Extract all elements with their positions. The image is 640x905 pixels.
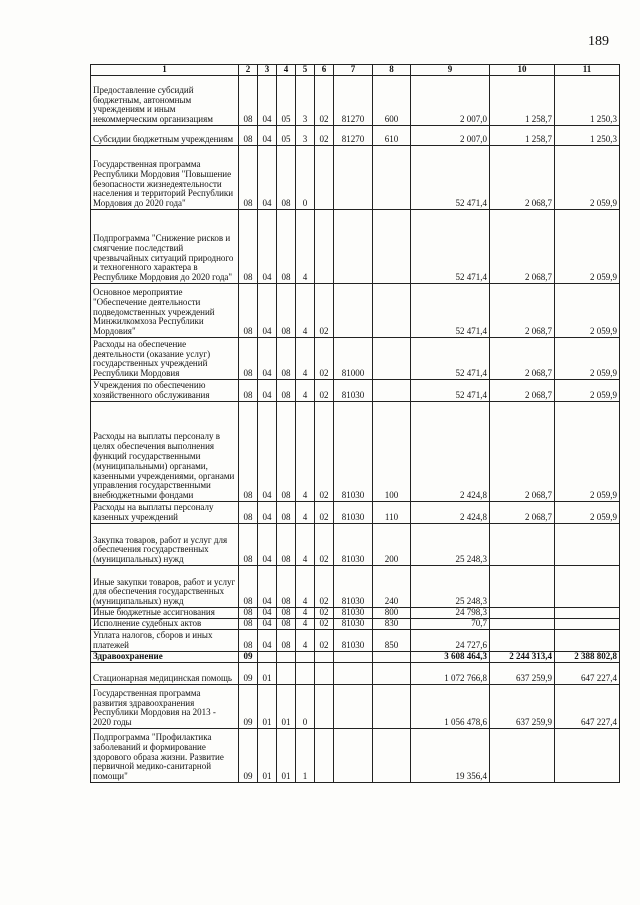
code-expense-type: 830 — [373, 619, 411, 630]
column-header-9: 9 — [411, 65, 490, 76]
row-description: Субсидии бюджетным учреждениям — [91, 126, 239, 146]
code-program: 08 — [277, 608, 296, 619]
amount-col-9: 52 471,4 — [411, 284, 490, 338]
code-section: 08 — [239, 524, 258, 566]
code-program: 08 — [277, 524, 296, 566]
code-program: 05 — [277, 76, 296, 126]
code-expense-type — [373, 729, 411, 783]
amount-col-11 — [555, 619, 620, 630]
row-description: Расходы на выплаты персоналу казенных учреждений — [91, 502, 239, 524]
code-section: 08 — [239, 402, 258, 502]
code-section: 08 — [239, 619, 258, 630]
code-program: 08 — [277, 210, 296, 284]
amount-col-10: 2 068,7 — [490, 210, 555, 284]
amount-col-10: 2 068,7 — [490, 146, 555, 210]
code-subsection: 04 — [258, 608, 277, 619]
code-direction — [334, 663, 373, 685]
code-activity: 02 — [315, 619, 334, 630]
column-header-5: 5 — [296, 65, 315, 76]
amount-col-11 — [555, 566, 620, 608]
code-subprogram: 4 — [296, 338, 315, 380]
row-description: Государственная программа развития здравоохранения Республики Мордовия на 2013 - 2020 годы — [91, 685, 239, 729]
code-direction: 81030 — [334, 619, 373, 630]
code-subsection — [258, 652, 277, 663]
code-section: 08 — [239, 566, 258, 608]
code-section: 08 — [239, 338, 258, 380]
code-program — [277, 663, 296, 685]
amount-col-11 — [555, 608, 620, 619]
row-description: Здравоохранение — [91, 652, 239, 663]
amount-col-10: 637 259,9 — [490, 663, 555, 685]
code-expense-type — [373, 685, 411, 729]
code-expense-type: 800 — [373, 608, 411, 619]
code-direction: 81030 — [334, 380, 373, 402]
row-description: Иные бюджетные ассигнования — [91, 608, 239, 619]
code-subprogram: 4 — [296, 402, 315, 502]
amount-col-11: 2 059,9 — [555, 146, 620, 210]
table-row — [91, 652, 620, 663]
code-activity — [315, 663, 334, 685]
budget-table — [90, 64, 620, 783]
row-description: Государственная программа Республики Мордовия "Повышение безопасности жизнедеятельности населения и территорий Республики Мордовия до 2020 года" — [91, 146, 239, 210]
code-subsection: 01 — [258, 685, 277, 729]
code-program: 08 — [277, 284, 296, 338]
amount-col-9: 52 471,4 — [411, 210, 490, 284]
row-description: Уплата налогов, сборов и иных платежей — [91, 630, 239, 652]
row-description: Подпрограмма "Профилактика заболеваний и формирование здорового образа жизни. Развитие первичной медико-санитарной помощи" — [91, 729, 239, 783]
amount-col-9: 19 356,4 — [411, 729, 490, 783]
code-section: 08 — [239, 284, 258, 338]
column-header-4: 4 — [277, 65, 296, 76]
code-subsection: 04 — [258, 619, 277, 630]
code-program: 08 — [277, 630, 296, 652]
code-program: 01 — [277, 729, 296, 783]
code-section: 08 — [239, 146, 258, 210]
amount-col-11: 1 250,3 — [555, 76, 620, 126]
table-row — [91, 76, 620, 126]
code-expense-type — [373, 338, 411, 380]
code-subsection: 04 — [258, 402, 277, 502]
amount-col-10: 637 259,9 — [490, 685, 555, 729]
amount-col-9: 2 424,8 — [411, 502, 490, 524]
code-program: 08 — [277, 619, 296, 630]
code-program: 08 — [277, 146, 296, 210]
row-description: Иные закупки товаров, работ и услуг для обеспечения государственных (муниципальных) нужд — [91, 566, 239, 608]
code-subprogram: 3 — [296, 76, 315, 126]
row-description: Стационарная медицинская помощь — [91, 663, 239, 685]
column-header-3: 3 — [258, 65, 277, 76]
code-program: 05 — [277, 126, 296, 146]
code-expense-type — [373, 652, 411, 663]
code-activity — [315, 685, 334, 729]
code-subsection: 04 — [258, 502, 277, 524]
row-description: Исполнение судебных актов — [91, 619, 239, 630]
code-activity — [315, 729, 334, 783]
amount-col-11: 2 059,9 — [555, 402, 620, 502]
code-program: 08 — [277, 566, 296, 608]
amount-col-10: 1 258,7 — [490, 76, 555, 126]
code-section: 08 — [239, 380, 258, 402]
column-header-2: 2 — [239, 65, 258, 76]
code-activity: 02 — [315, 284, 334, 338]
code-activity — [315, 652, 334, 663]
amount-col-9: 70,7 — [411, 619, 490, 630]
code-activity: 02 — [315, 126, 334, 146]
amount-col-11: 2 059,9 — [555, 210, 620, 284]
code-subsection: 04 — [258, 630, 277, 652]
code-subprogram: 4 — [296, 380, 315, 402]
code-subsection: 04 — [258, 380, 277, 402]
code-direction — [334, 729, 373, 783]
code-direction: 81030 — [334, 524, 373, 566]
code-subprogram — [296, 663, 315, 685]
column-header-1: 1 — [91, 65, 239, 76]
table-row — [91, 630, 620, 652]
code-direction: 81030 — [334, 608, 373, 619]
code-program: 08 — [277, 380, 296, 402]
column-header-8: 8 — [373, 65, 411, 76]
code-subsection: 04 — [258, 566, 277, 608]
table-row — [91, 402, 620, 502]
table-row — [91, 685, 620, 729]
code-expense-type: 100 — [373, 402, 411, 502]
row-description: Предоставление субсидий бюджетным, автономным учреждениям и иным некоммерческим организациям — [91, 76, 239, 126]
code-subprogram: 4 — [296, 566, 315, 608]
amount-col-9: 24 798,3 — [411, 608, 490, 619]
amount-col-11: 2 388 802,8 — [555, 652, 620, 663]
table-row — [91, 663, 620, 685]
code-section: 08 — [239, 210, 258, 284]
code-section: 08 — [239, 76, 258, 126]
code-activity: 02 — [315, 524, 334, 566]
amount-col-11 — [555, 729, 620, 783]
code-direction — [334, 685, 373, 729]
code-section: 08 — [239, 630, 258, 652]
code-subsection: 01 — [258, 663, 277, 685]
table-row — [91, 524, 620, 566]
code-program: 08 — [277, 338, 296, 380]
amount-col-10 — [490, 608, 555, 619]
column-header-6: 6 — [315, 65, 334, 76]
code-activity — [315, 146, 334, 210]
code-direction: 81030 — [334, 630, 373, 652]
code-direction — [334, 652, 373, 663]
code-section: 09 — [239, 663, 258, 685]
code-section: 09 — [239, 652, 258, 663]
table-row — [91, 619, 620, 630]
amount-col-9: 52 471,4 — [411, 146, 490, 210]
code-subprogram: 0 — [296, 146, 315, 210]
code-subsection: 04 — [258, 210, 277, 284]
code-subprogram: 3 — [296, 126, 315, 146]
amount-col-9: 2 424,8 — [411, 402, 490, 502]
code-direction: 81030 — [334, 402, 373, 502]
code-subprogram: 0 — [296, 685, 315, 729]
table-row — [91, 566, 620, 608]
amount-col-9: 25 248,3 — [411, 524, 490, 566]
code-expense-type: 200 — [373, 524, 411, 566]
header-row — [91, 65, 620, 76]
table-row — [91, 338, 620, 380]
code-subsection: 04 — [258, 76, 277, 126]
amount-col-11 — [555, 524, 620, 566]
amount-col-9: 52 471,4 — [411, 338, 490, 380]
table-row — [91, 210, 620, 284]
table-row — [91, 502, 620, 524]
amount-col-10 — [490, 619, 555, 630]
code-activity: 02 — [315, 402, 334, 502]
code-direction: 81030 — [334, 502, 373, 524]
table-row — [91, 729, 620, 783]
code-subsection: 04 — [258, 146, 277, 210]
amount-col-10: 2 068,7 — [490, 502, 555, 524]
amount-col-10: 2 068,7 — [490, 380, 555, 402]
code-subprogram: 1 — [296, 729, 315, 783]
amount-col-10: 2 244 313,4 — [490, 652, 555, 663]
row-description: Закупка товаров, работ и услуг для обеспечения государственных (муниципальных) нужд — [91, 524, 239, 566]
code-direction: 81270 — [334, 126, 373, 146]
code-expense-type — [373, 284, 411, 338]
amount-col-11: 2 059,9 — [555, 338, 620, 380]
code-subprogram: 4 — [296, 524, 315, 566]
code-subprogram: 4 — [296, 608, 315, 619]
code-activity: 02 — [315, 76, 334, 126]
code-section: 08 — [239, 608, 258, 619]
amount-col-9: 52 471,4 — [411, 380, 490, 402]
code-program — [277, 652, 296, 663]
code-subsection: 01 — [258, 729, 277, 783]
row-description: Основное мероприятие "Обеспечение деятельности подведомственных учреждений Минжилкомхоза Республики Мордовия" — [91, 284, 239, 338]
code-activity — [315, 210, 334, 284]
code-expense-type — [373, 146, 411, 210]
amount-col-10: 2 068,7 — [490, 284, 555, 338]
code-expense-type: 850 — [373, 630, 411, 652]
amount-col-9: 1 056 478,6 — [411, 685, 490, 729]
amount-col-10: 1 258,7 — [490, 126, 555, 146]
row-description: Расходы на выплаты персоналу в целях обеспечения выполнения функций государственными (муниципальными) органами, казенными учреждениями, органами управления государственными внебюджетными фондами — [91, 402, 239, 502]
code-activity: 02 — [315, 608, 334, 619]
amount-col-9: 2 007,0 — [411, 76, 490, 126]
code-expense-type — [373, 210, 411, 284]
code-expense-type — [373, 663, 411, 685]
amount-col-9: 3 608 464,3 — [411, 652, 490, 663]
table-row — [91, 380, 620, 402]
code-expense-type: 610 — [373, 126, 411, 146]
code-activity: 02 — [315, 566, 334, 608]
row-description: Расходы на обеспечение деятельности (оказание услуг) государственных учреждений Республики Мордовия — [91, 338, 239, 380]
code-direction: 81030 — [334, 566, 373, 608]
code-section: 08 — [239, 126, 258, 146]
code-activity: 02 — [315, 502, 334, 524]
code-section: 09 — [239, 729, 258, 783]
amount-col-11: 2 059,9 — [555, 380, 620, 402]
amount-col-9: 1 072 766,8 — [411, 663, 490, 685]
table-body — [91, 76, 620, 783]
code-activity: 02 — [315, 380, 334, 402]
code-subprogram: 4 — [296, 619, 315, 630]
amount-col-10: 2 068,7 — [490, 402, 555, 502]
code-subprogram: 4 — [296, 502, 315, 524]
code-subprogram: 4 — [296, 630, 315, 652]
code-subsection: 04 — [258, 338, 277, 380]
amount-col-10: 2 068,7 — [490, 338, 555, 380]
amount-col-9: 24 727,6 — [411, 630, 490, 652]
code-subsection: 04 — [258, 126, 277, 146]
code-activity: 02 — [315, 338, 334, 380]
row-description: Подпрограмма "Снижение рисков и смягчение последствий чрезвычайных ситуаций природного и техногенного характера в Республике Мордовия до 2020 года" — [91, 210, 239, 284]
amount-col-11 — [555, 630, 620, 652]
amount-col-11: 647 227,4 — [555, 685, 620, 729]
column-header-10: 10 — [490, 65, 555, 76]
table-row — [91, 284, 620, 338]
code-direction: 81000 — [334, 338, 373, 380]
code-program: 08 — [277, 402, 296, 502]
code-activity: 02 — [315, 630, 334, 652]
table-row — [91, 146, 620, 210]
code-expense-type — [373, 380, 411, 402]
amount-col-10 — [490, 630, 555, 652]
amount-col-11: 647 227,4 — [555, 663, 620, 685]
code-direction — [334, 284, 373, 338]
page-number: 189 — [588, 34, 609, 49]
amount-col-11: 2 059,9 — [555, 502, 620, 524]
code-program: 01 — [277, 685, 296, 729]
code-subsection: 04 — [258, 284, 277, 338]
code-subprogram: 4 — [296, 210, 315, 284]
code-section: 08 — [239, 502, 258, 524]
code-program: 08 — [277, 502, 296, 524]
column-header-7: 7 — [334, 65, 373, 76]
amount-col-10 — [490, 566, 555, 608]
code-subprogram — [296, 652, 315, 663]
code-direction: 81270 — [334, 76, 373, 126]
code-expense-type: 240 — [373, 566, 411, 608]
amount-col-11: 1 250,3 — [555, 126, 620, 146]
code-expense-type: 600 — [373, 76, 411, 126]
code-subprogram: 4 — [296, 284, 315, 338]
code-section: 09 — [239, 685, 258, 729]
amount-col-9: 25 248,3 — [411, 566, 490, 608]
amount-col-9: 2 007,0 — [411, 126, 490, 146]
row-description: Учреждения по обеспечению хозяйственного обслуживания — [91, 380, 239, 402]
code-direction — [334, 210, 373, 284]
table-row — [91, 608, 620, 619]
table-row — [91, 126, 620, 146]
code-expense-type: 110 — [373, 502, 411, 524]
code-direction — [334, 146, 373, 210]
column-header-11: 11 — [555, 65, 620, 76]
amount-col-10 — [490, 524, 555, 566]
amount-col-11: 2 059,9 — [555, 284, 620, 338]
amount-col-10 — [490, 729, 555, 783]
code-subsection: 04 — [258, 524, 277, 566]
